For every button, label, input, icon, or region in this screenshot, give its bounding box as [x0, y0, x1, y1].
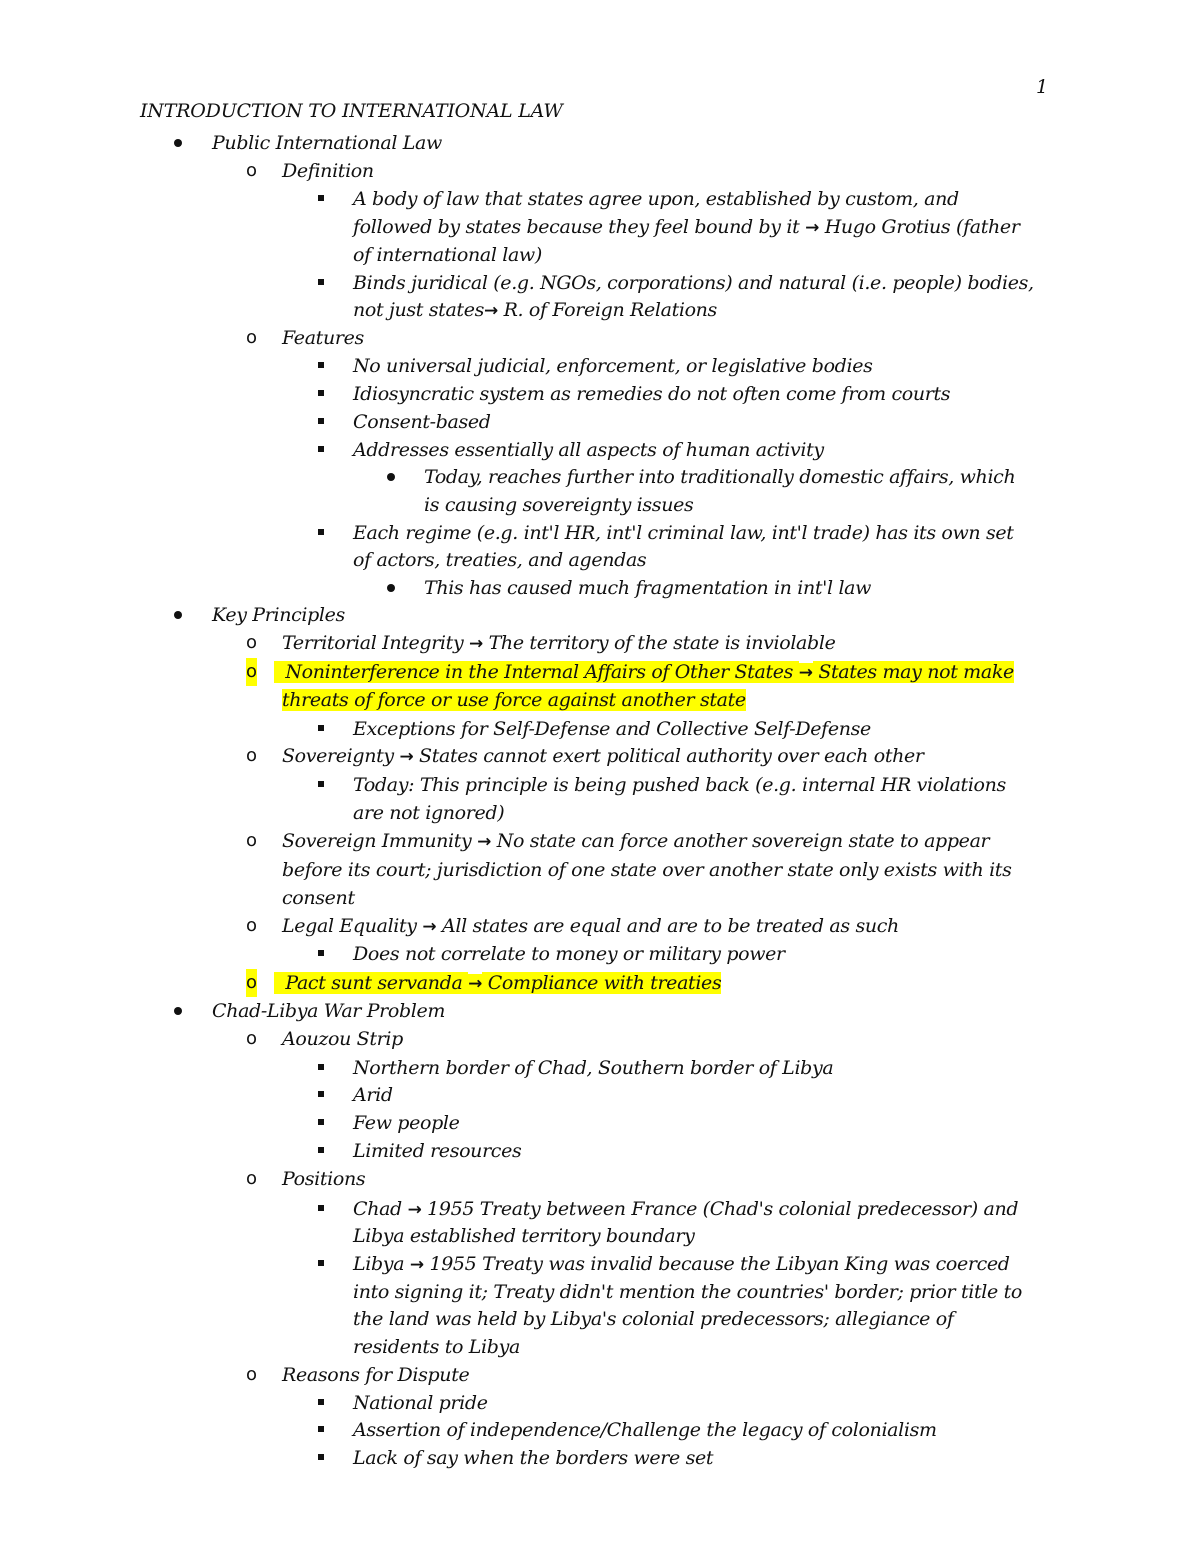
bullet-square-icon [318, 418, 324, 424]
outline-line: Key Principles [212, 604, 345, 626]
outline-line: Assertion of independence/Challenge the legacy of colonialism [353, 1419, 937, 1441]
bullet-square-icon [318, 1260, 324, 1266]
bullet-dot-icon [174, 139, 182, 147]
right-arrow-icon: → [399, 747, 414, 767]
outline-line: are not ignored) [353, 802, 505, 824]
right-arrow-icon: → [477, 832, 492, 852]
page-number: 1 [1036, 76, 1049, 98]
outline-line: of international law) [353, 244, 542, 266]
outline-line: Libya → 1955 Treaty was invalid because the Libyan King was coerced [353, 1253, 1010, 1275]
right-arrow-icon: → [407, 1200, 422, 1220]
outline-line: Does not correlate to money or military power [353, 943, 785, 965]
bullet-square-icon [318, 1091, 324, 1097]
outline-line: Lack of say when the borders were set [353, 1447, 714, 1469]
outline-line: before its court; jurisdiction of one state over another state only exists with its [282, 859, 1012, 881]
outline-line: Today: This principle is being pushed back (e.g. internal HR violations [353, 774, 1006, 796]
outline-line: Reasons for Dispute [282, 1364, 470, 1386]
outline-line: Addresses essentially all aspects of human activity [353, 439, 824, 461]
outline-line: Idiosyncratic system as remedies do not often come from courts [353, 383, 951, 405]
bullet-circle-icon: o [246, 160, 258, 181]
bullet-square-icon [318, 446, 324, 452]
bullet-circle-icon: o [246, 969, 257, 997]
outline-line: No universal judicial, enforcement, or legislative bodies [353, 355, 873, 377]
bullet-square-icon [318, 362, 324, 368]
outline-line: residents to Libya [353, 1336, 520, 1358]
bullet-circle-icon: o [246, 915, 258, 936]
outline-line: Legal Equality → All states are equal and are to be treated as such [282, 915, 899, 937]
outline-line: Binds juridical (e.g. NGOs, corporations) and natural (i.e. people) bodies, [353, 272, 1034, 294]
bullet-circle-icon: o [246, 830, 258, 851]
outline-line: Chad-Libya War Problem [212, 1000, 446, 1022]
outline-line: consent [282, 887, 355, 909]
bullet-dot-icon [174, 611, 182, 619]
bullet-square-icon [318, 725, 324, 731]
right-arrow-icon: → [469, 634, 483, 654]
outline-line: into signing it; Treaty didn't mention the countries' border; prior title to [353, 1281, 1022, 1303]
bullet-circle-icon: o [246, 745, 258, 766]
outline-line: Northern border of Chad, Southern border of Libya [353, 1057, 834, 1079]
bullet-square-icon [318, 1205, 324, 1211]
outline-line: National pride [353, 1392, 488, 1414]
bullet-square-icon [318, 195, 324, 201]
bullet-circle-icon: o [246, 1028, 258, 1049]
right-arrow-icon: → [422, 917, 437, 937]
outline-line: Today, reaches further into traditionally domestic affairs, which [424, 466, 1016, 488]
outline-line: Features [282, 327, 364, 349]
outline-line: Exceptions for Self-Defense and Collective Self-Defense [353, 718, 871, 740]
bullet-square-icon [318, 781, 324, 787]
outline-line: Chad → 1955 Treaty between France (Chad's colonial predecessor) and [353, 1198, 1019, 1220]
bullet-circle-icon: o [246, 1168, 258, 1189]
bullet-square-icon [318, 1147, 324, 1153]
bullet-square-icon [318, 279, 324, 285]
outline-line: Few people [353, 1112, 460, 1134]
outline-line: Each regime (e.g. int'l HR, int'l criminal law, int'l trade) has its own set [353, 522, 1014, 544]
outline-line: This has caused much fragmentation in int'l law [424, 577, 872, 599]
bullet-square-icon [318, 1399, 324, 1405]
outline-line: the land was held by Libya's colonial predecessors; allegiance of [353, 1308, 954, 1330]
bullet-dot-icon [387, 584, 395, 592]
bullet-square-icon [318, 390, 324, 396]
outline-line: Public International Law [212, 132, 442, 154]
bullet-circle-icon: o [246, 1364, 258, 1385]
outline-line: Libya established territory boundary [353, 1225, 695, 1247]
outline-line: Pact sunt servanda → Compliance with treaties [274, 972, 722, 994]
right-arrow-icon: → [805, 218, 819, 238]
right-arrow-icon: → [409, 1255, 424, 1275]
bullet-circle-icon: o [246, 658, 257, 686]
bullet-square-icon [318, 1064, 324, 1070]
bullet-square-icon [318, 950, 324, 956]
outline-line: Definition [282, 160, 374, 182]
bullet-square-icon [318, 529, 324, 535]
right-arrow-icon: → [468, 974, 483, 994]
outline-line: Consent-based [353, 411, 491, 433]
bullet-square-icon [318, 1454, 324, 1460]
outline-line: Sovereign Immunity → No state can force another sovereign state to appear [282, 830, 990, 852]
bullet-dot-icon [387, 473, 395, 481]
bullet-circle-icon: o [246, 632, 258, 653]
bullet-square-icon [318, 1119, 324, 1125]
right-arrow-icon: → [798, 663, 813, 683]
bullet-square-icon [318, 1426, 324, 1432]
outline-line: of actors, treaties, and agendas [353, 549, 647, 571]
outline-line: Limited resources [353, 1140, 522, 1162]
outline-line: Noninterference in the Internal Affairs of Other States → States may not make [274, 661, 1014, 683]
bullet-dot-icon [174, 1007, 182, 1015]
bullet-circle-icon: o [246, 327, 258, 348]
outline-line: Arid [353, 1084, 393, 1106]
outline-line: threats of force or use force against another state [282, 689, 746, 711]
outline-line: Territorial Integrity → The territory of the state is inviolable [282, 632, 836, 654]
right-arrow-icon: → [484, 301, 498, 321]
outline-line: Aouzou Strip [282, 1028, 403, 1050]
outline-line: not just states→ R. of Foreign Relations [353, 299, 717, 321]
outline-line: A body of law that states agree upon, established by custom, and [353, 188, 959, 210]
outline-line: is causing sovereignty issues [424, 494, 694, 516]
outline-line: followed by states because they feel bound by it → Hugo Grotius (father [353, 216, 1020, 238]
outline-line: Positions [282, 1168, 366, 1190]
document-title: INTRODUCTION TO INTERNATIONAL LAW [140, 100, 563, 122]
outline-line: Sovereignty → States cannot exert political authority over each other [282, 745, 924, 767]
